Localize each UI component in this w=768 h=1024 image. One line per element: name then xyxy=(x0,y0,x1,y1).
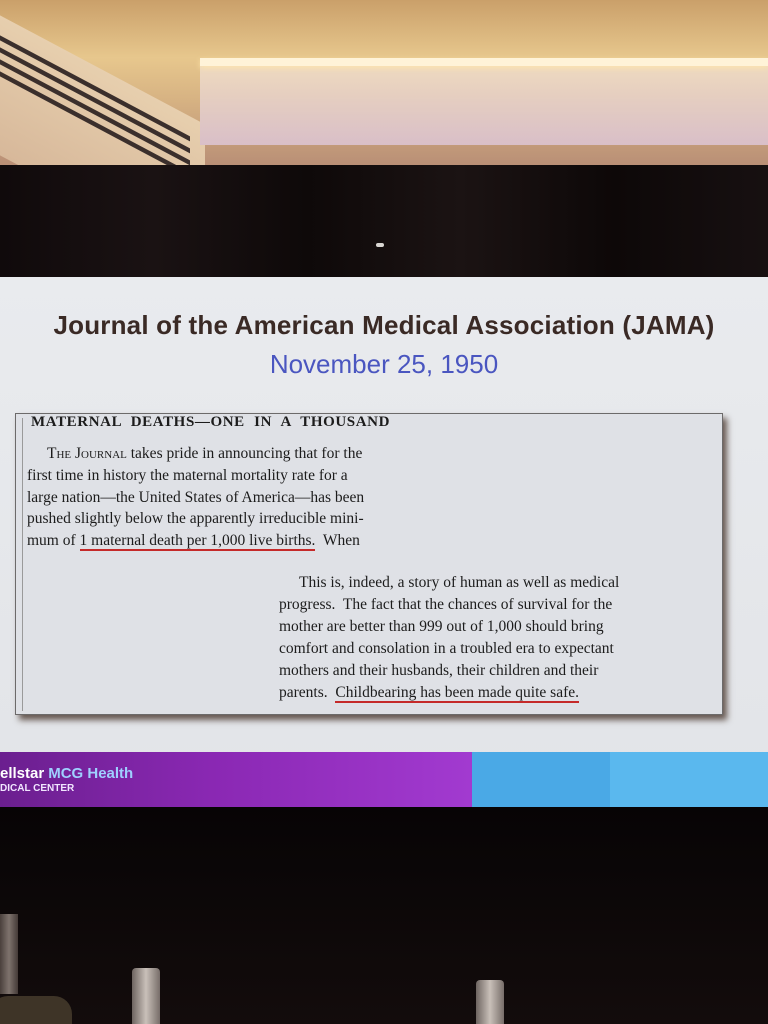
paragraph-line: comfort and consolation in a troubled era to expectant xyxy=(279,640,614,657)
line-text: parents. xyxy=(279,684,336,701)
brand-logo xyxy=(0,765,133,782)
stage-curtain xyxy=(0,165,768,277)
paragraph-line: first time in history the maternal mortality rate for a xyxy=(27,466,348,484)
paragraph-line xyxy=(27,530,457,552)
slide-title: Journal of the American Medical Association (JAMA) xyxy=(53,310,715,340)
journal-smallcaps: The Journal xyxy=(47,445,127,462)
paragraph-line: progress. The fact that the chances of survival for the xyxy=(279,596,613,613)
line-text: When xyxy=(315,532,360,550)
paragraph-line: mother are better than 999 out of 1,000 should bring xyxy=(279,618,604,635)
paragraph-line: mothers and their husbands, their children and their xyxy=(279,662,599,679)
chair-back xyxy=(0,996,72,1024)
highlighted-conclusion: Childbearing has been made quite safe. xyxy=(335,684,580,701)
excerpt-paragraph-1 xyxy=(27,443,457,552)
excerpt-headline: MATERNAL DEATHS—ONE IN A THOUSAND xyxy=(31,414,391,430)
air-vent xyxy=(0,10,205,165)
ceiling-soffit xyxy=(200,60,768,145)
microphone-post xyxy=(0,914,18,994)
paragraph-line xyxy=(279,682,702,704)
paragraph-line: pushed slightly below the apparently irreducible mini- xyxy=(27,510,364,528)
curtain-light-dot xyxy=(376,243,384,247)
journal-excerpt xyxy=(15,413,723,715)
paragraph-line: large nation—the United States of America—has been xyxy=(27,488,365,506)
line-text: takes pride in announcing that for the xyxy=(126,445,363,462)
brand-accent: MCG Health xyxy=(48,765,134,782)
vent-slot xyxy=(0,54,190,165)
projection-screen xyxy=(0,277,768,807)
excerpt-paragraph-2 xyxy=(279,572,702,704)
ceiling xyxy=(0,0,768,165)
cove-light xyxy=(200,58,768,66)
stage-floor xyxy=(0,807,768,1024)
brand-prefix: ellstar xyxy=(0,765,45,782)
brand-subtitle: DICAL CENTER xyxy=(0,783,75,794)
water-bottle xyxy=(132,968,160,1024)
slide-date: November 25, 1950 xyxy=(269,349,499,379)
paragraph-line xyxy=(27,443,457,465)
vent-slot xyxy=(0,42,190,153)
water-bottle xyxy=(476,980,504,1024)
highlighted-statistic: 1 maternal death per 1,000 live births. xyxy=(79,532,316,550)
footer-purple-band xyxy=(0,752,472,807)
footer-blue-band xyxy=(472,752,610,807)
paragraph-line: This is, indeed, a story of human as well as medical xyxy=(299,574,620,591)
footer-light-blue-band xyxy=(610,752,768,807)
line-text: mum of xyxy=(27,532,80,550)
slide-footer xyxy=(0,752,768,807)
